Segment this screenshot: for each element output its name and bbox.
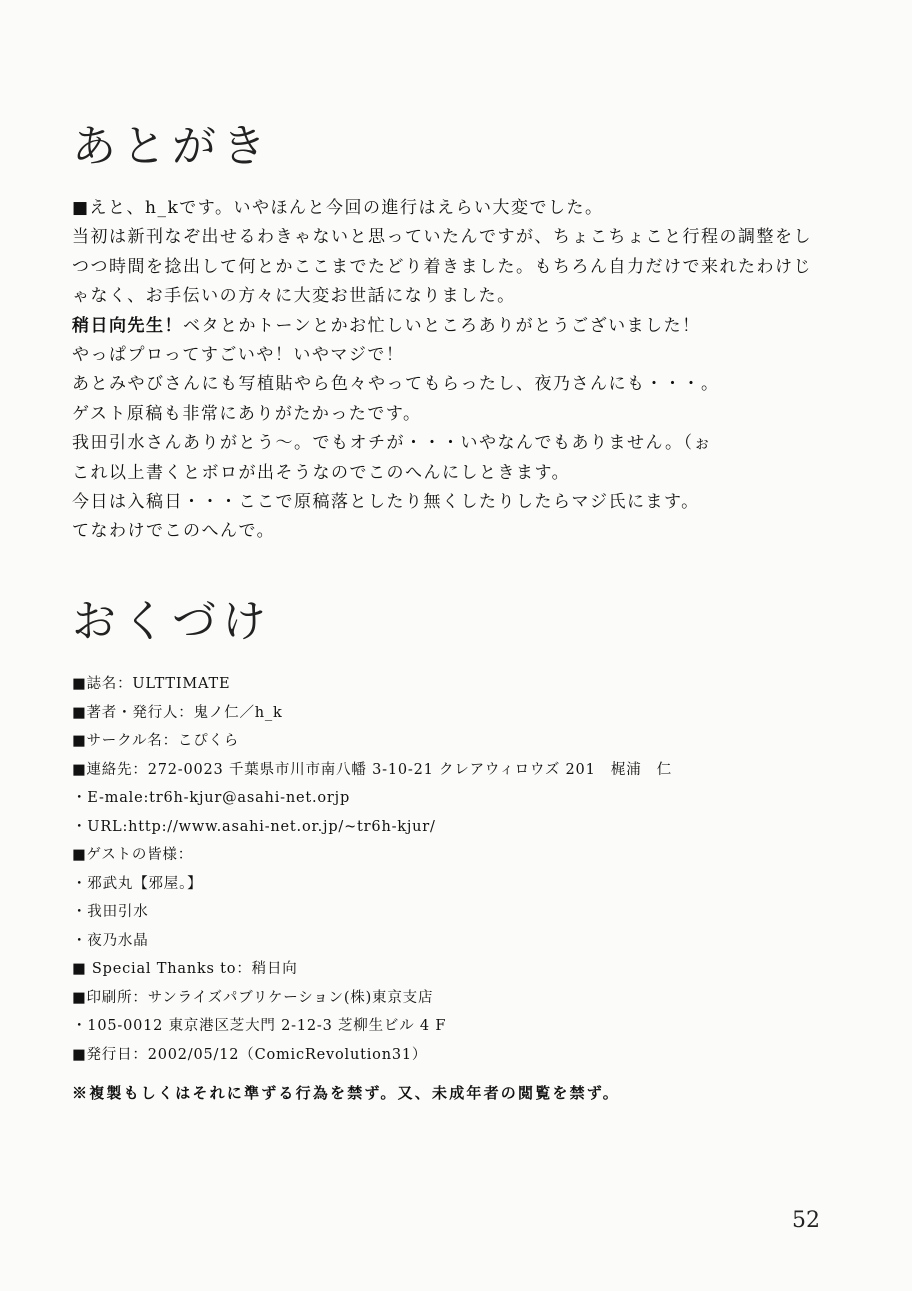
colophon-printer-line: ■印刷所：サンライズパブリケーション(株)東京支店 [72, 989, 434, 1006]
afterword-heading: あとがき [72, 121, 272, 172]
colophon-heading: おくづけ [72, 596, 272, 647]
colophon-guest-item: ・邪武丸【邪屋。】 [72, 875, 203, 892]
colophon-date-line: ■発行日：2002/05/12（ComicRevolution31） [72, 1046, 428, 1063]
thanks-text: ベタとかトーンとかお忙しいところありがとうございました！ [183, 315, 701, 336]
colophon-author-line: ■著者・発行人：鬼ノ仁／h_k [72, 704, 283, 721]
copyright-notice: ※複製もしくはそれに準ずる行為を禁ず。又、未成年者の閲覧を禁ず。 [72, 1084, 621, 1102]
colophon-email-line: ・E-male:tr6h-kjur@asahi-net.orjp [72, 790, 351, 806]
colophon-printer-address-line: ・105-0012 東京港区芝大門 2-12-3 芝柳生ビル 4 F [72, 1018, 447, 1034]
afterword-line: ゲスト原稿も非常にありがたかったです。 [72, 403, 422, 424]
afterword-line: これ以上書くとボロが出そうなのでこのへんにしときます。 [72, 462, 571, 483]
colophon-circle-line: ■サークル名：こぴくら [72, 733, 240, 749]
afterword-line: あとみやびさんにも写植貼やら色々やってもらったし、夜乃さんにも・・・。 [72, 374, 720, 395]
afterword-line: ■えと、h_kです。いやほんと今回の進行はえらい大変でした。 [72, 198, 604, 218]
thanks-name: 稍日向先生！ [72, 315, 183, 336]
colophon-special-thanks-line: ■ Special Thanks to：稍日向 [72, 961, 298, 977]
colophon-title-line: ■誌名：ULTTIMATE [72, 676, 231, 692]
colophon-body [72, 670, 832, 1069]
afterword-line: てなわけでこのへんで。 [72, 521, 276, 542]
colophon-url-line: ・URL:http://www.asahi-net.or.jp/~tr6h-kjur/ [72, 818, 436, 835]
afterword-body [72, 194, 832, 547]
afterword-line: やっぱプロってすごいや！いやマジで！ [72, 345, 405, 366]
afterword-thanks-line [72, 312, 832, 341]
colophon-contact-line: ■連絡先：272-0023 千葉県市川市南八幡 3-10-21 クレアウィロウズ 201 梶浦 仁 [72, 761, 673, 778]
afterword-line: ゃなく、お手伝いの方々に大変お世話になりました。 [72, 286, 516, 307]
colophon-guest-item: ・我田引水 [72, 904, 149, 920]
colophon-guests-line: ■ゲストの皆様： [72, 847, 194, 863]
afterword-line: 当初は新刊なぞ出せるわきゃないと思っていたんですが、ちょこちょこと行程の調整をし [72, 227, 812, 248]
afterword-line: 我田引水さんありがとう～。でもオチが・・・いやなんでもありません。（ぉ [72, 433, 713, 454]
page-number: 52 [792, 1208, 820, 1233]
afterword-line: 今日は入稿日・・・ここで原稿落としたり無くしたりしたらマジ氏にます。 [72, 492, 700, 513]
colophon-guest-item: ・夜乃水晶 [72, 932, 149, 949]
afterword-line: つつ時間を捻出して何とかここまでたどり着きました。もちろん自力だけで来れたわけじ [72, 256, 812, 277]
